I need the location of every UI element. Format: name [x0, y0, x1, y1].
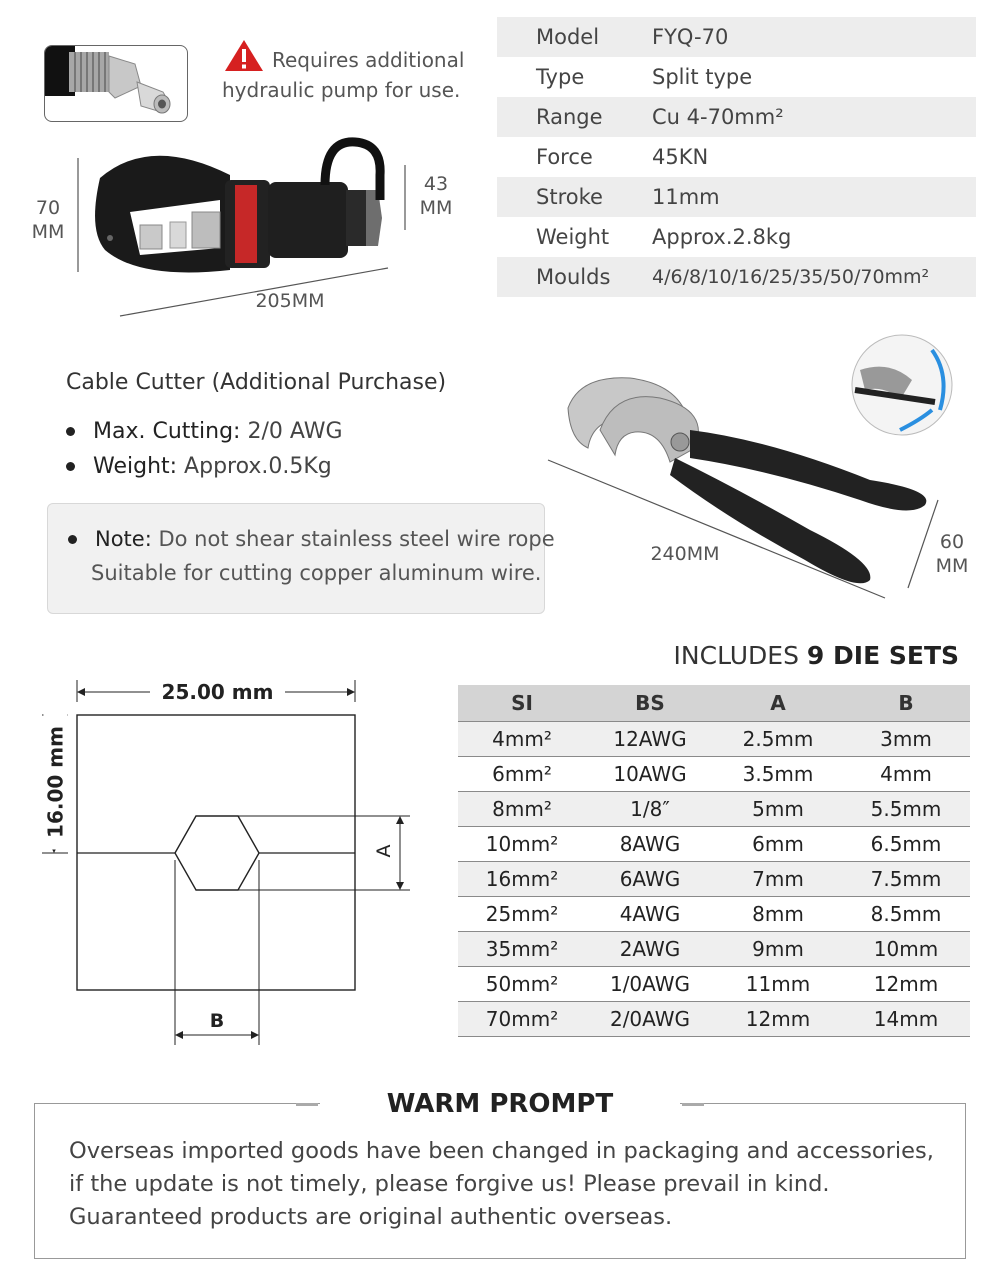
spec-row — [497, 217, 976, 257]
spec-key: Type — [536, 65, 585, 89]
note-key: Note: — [95, 527, 152, 551]
feature-key: Max. Cutting: — [93, 419, 241, 444]
column-header: SI — [458, 685, 586, 722]
table-row — [458, 757, 970, 792]
table-cell: 5mm — [714, 792, 842, 827]
spec-key: Model — [536, 25, 600, 49]
bullet-icon — [68, 535, 77, 544]
spec-value: FYQ-70 — [652, 25, 729, 49]
spec-key: Force — [536, 145, 593, 169]
table-cell: 11mm — [714, 967, 842, 1002]
table-cell: 3.5mm — [714, 757, 842, 792]
table-cell: 70mm² — [458, 1002, 586, 1037]
list-item — [66, 449, 343, 484]
table-row — [458, 932, 970, 967]
spec-row — [497, 17, 976, 57]
spec-key: Range — [536, 105, 603, 129]
crimper-height-label — [20, 196, 76, 244]
table-cell: 9mm — [714, 932, 842, 967]
warm-prompt-text: Overseas imported goods have been changed in packaging and accessories, if the update is not timely, please forgive us! Please prevail in kind. Guaranteed products are original authentic overseas. — [69, 1138, 934, 1230]
cable-cutter-image — [540, 330, 980, 610]
spec-key: Moulds — [536, 265, 611, 289]
spec-value: 11mm — [652, 185, 720, 209]
table-cell: 1/0AWG — [586, 967, 714, 1002]
warning-line-1: Requires additional — [272, 48, 465, 72]
crimper-depth-number: 43 — [423, 173, 449, 195]
spec-row — [497, 57, 976, 97]
table-cell: 2/0AWG — [586, 1002, 714, 1037]
spec-row — [497, 177, 976, 217]
table-cell: 10AWG — [586, 757, 714, 792]
fitting-thumbnail — [44, 45, 188, 122]
cutter-width-unit: MM — [935, 555, 969, 577]
warning-line-2: hydraulic pump for use. — [222, 78, 461, 102]
die-sets-heading-prefix: INCLUDES — [673, 641, 807, 670]
table-cell: 4mm² — [458, 722, 586, 757]
cable-cutter-features — [66, 414, 343, 484]
crimper-depth-unit: MM — [419, 197, 453, 219]
note-line-2: Suitable for cutting copper aluminum wire. — [91, 561, 542, 585]
spec-value: Approx.2.8kg — [652, 225, 792, 249]
table-cell: 16mm² — [458, 862, 586, 897]
table-cell: 8mm — [714, 897, 842, 932]
cutter-width-number: 60 — [939, 531, 965, 553]
column-header: B — [842, 685, 970, 722]
spec-value: Split type — [652, 65, 753, 89]
die-width-label: 25.00 mm — [150, 680, 285, 704]
die-a-label: A — [373, 844, 395, 858]
column-header: BS — [586, 685, 714, 722]
table-cell: 25mm² — [458, 897, 586, 932]
table-cell: 7.5mm — [842, 862, 970, 897]
die-b-label: B — [209, 1010, 225, 1032]
die-height-label: 16.00 mm — [44, 715, 68, 850]
crimper-height-number: 70 — [35, 197, 61, 219]
column-header: A — [714, 685, 842, 722]
table-cell: 6mm² — [458, 757, 586, 792]
table-cell: 1/8″ — [586, 792, 714, 827]
spec-value: 4/6/8/10/16/25/35/50/70mm² — [652, 266, 930, 288]
die-sets-heading — [674, 641, 959, 670]
table-cell: 6AWG — [586, 862, 714, 897]
divider — [682, 1103, 704, 1106]
table-row — [458, 897, 970, 932]
hydraulic-fitting-image — [45, 46, 188, 122]
table-row — [458, 1002, 970, 1037]
cutter-width-label — [924, 530, 980, 578]
table-row — [458, 862, 970, 897]
list-item — [66, 414, 343, 449]
table-cell: 3mm — [842, 722, 970, 757]
warm-prompt-title: WARM PROMPT — [386, 1089, 614, 1119]
table-cell: 10mm — [842, 932, 970, 967]
bullet-icon — [66, 427, 75, 436]
table-row — [458, 722, 970, 757]
table-cell: 35mm² — [458, 932, 586, 967]
spec-key: Weight — [536, 225, 610, 249]
spec-key: Stroke — [536, 185, 603, 209]
table-cell: 6.5mm — [842, 827, 970, 862]
pump-warning-text — [222, 45, 464, 105]
die-sets-table — [458, 685, 970, 1037]
note-text: Do not shear stainless steel wire rope — [151, 527, 555, 551]
table-cell: 12mm — [842, 967, 970, 1002]
table-header-row — [458, 685, 970, 722]
table-row — [458, 827, 970, 862]
spec-row — [497, 97, 976, 137]
table-cell: 4mm — [842, 757, 970, 792]
spec-value: Cu 4-70mm² — [652, 105, 784, 129]
table-cell: 10mm² — [458, 827, 586, 862]
spec-row — [497, 257, 976, 297]
cable-cutter-title: Cable Cutter (Additional Purchase) — [66, 370, 447, 395]
table-row — [458, 967, 970, 1002]
table-cell: 8.5mm — [842, 897, 970, 932]
table-cell: 8mm² — [458, 792, 586, 827]
bullet-icon — [66, 462, 75, 471]
table-cell: 2AWG — [586, 932, 714, 967]
spec-value: 45KN — [652, 145, 709, 169]
die-sets-heading-count: 9 DIE SETS — [806, 641, 959, 670]
table-cell: 50mm² — [458, 967, 586, 1002]
table-cell: 4AWG — [586, 897, 714, 932]
feature-value: 2/0 AWG — [240, 419, 343, 444]
crimper-length-label: 205MM — [255, 290, 325, 312]
die-dimension-diagram — [30, 670, 430, 1060]
spec-table — [497, 17, 976, 297]
table-cell: 14mm — [842, 1002, 970, 1037]
divider — [296, 1103, 318, 1106]
crimper-height-unit: MM — [31, 221, 65, 243]
table-row — [458, 792, 970, 827]
table-cell: 6mm — [714, 827, 842, 862]
note-line-1 — [68, 527, 555, 551]
feature-value: Approx.0.5Kg — [177, 454, 332, 479]
crimper-depth-label — [408, 172, 464, 220]
cutter-length-label: 240MM — [650, 543, 720, 565]
table-cell: 8AWG — [586, 827, 714, 862]
spec-row — [497, 137, 976, 177]
table-cell: 12mm — [714, 1002, 842, 1037]
feature-key: Weight: — [93, 454, 178, 479]
note-box — [47, 503, 545, 614]
table-cell: 2.5mm — [714, 722, 842, 757]
table-cell: 7mm — [714, 862, 842, 897]
table-cell: 12AWG — [586, 722, 714, 757]
table-cell: 5.5mm — [842, 792, 970, 827]
